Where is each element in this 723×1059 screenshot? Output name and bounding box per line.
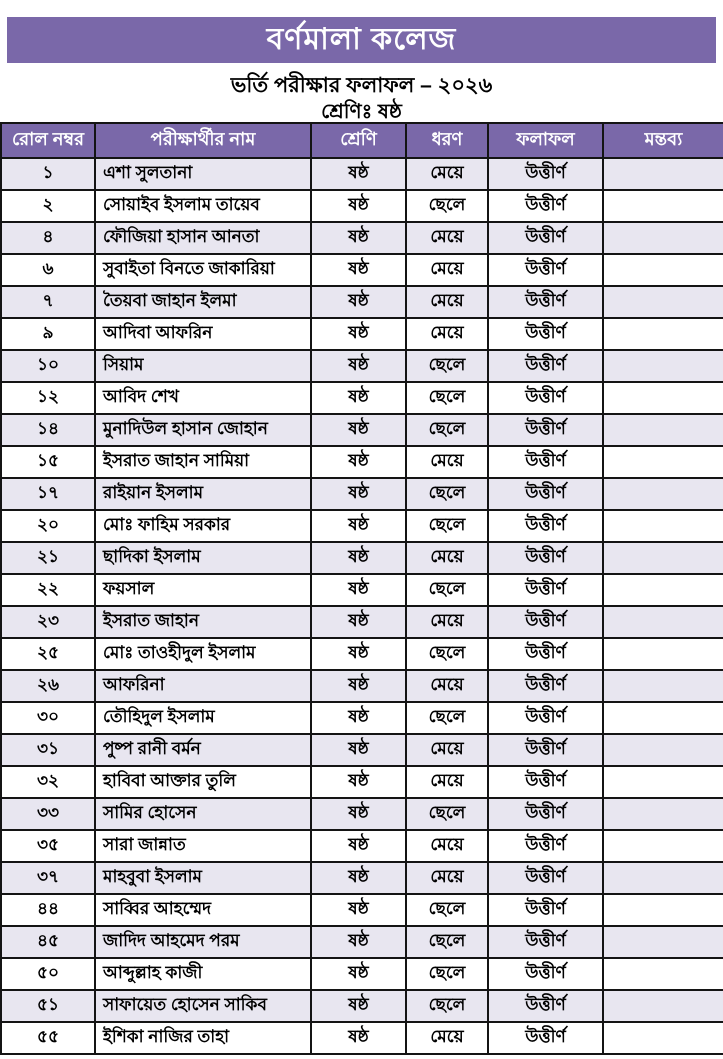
cell-remark (603, 350, 723, 382)
cell-name: ফৌজিয়া হাসান আনতা (95, 222, 311, 254)
cell-type: মেয়ে (406, 222, 488, 254)
cell-name: ইসরাত জাহান সামিয়া (95, 446, 311, 478)
cell-remark (603, 734, 723, 766)
cell-result: উত্তীর্ণ (488, 958, 603, 990)
cell-type: ছেলে (406, 478, 488, 510)
cell-class: ষষ্ঠ (311, 222, 406, 254)
column-header-class: শ্রেণি (311, 123, 406, 158)
cell-remark (603, 638, 723, 670)
table-row (1, 734, 723, 766)
cell-class: ষষ্ঠ (311, 990, 406, 1022)
table-row (1, 702, 723, 734)
cell-type: ছেলে (406, 350, 488, 382)
table-row (1, 318, 723, 350)
cell-name: হাবিবা আক্তার তুলি (95, 766, 311, 798)
cell-class: ষষ্ঠ (311, 542, 406, 574)
cell-type: মেয়ে (406, 286, 488, 318)
cell-class: ষষ্ঠ (311, 414, 406, 446)
cell-result: উত্তীর্ণ (488, 830, 603, 862)
cell-result: উত্তীর্ণ (488, 190, 603, 222)
cell-name: ইসরাত জাহান (95, 606, 311, 638)
cell-name: সারা জান্নাত (95, 830, 311, 862)
cell-type: ছেলে (406, 798, 488, 830)
table-row (1, 478, 723, 510)
cell-name: মোঃ ফাহিম সরকার (95, 510, 311, 542)
cell-name: জাদিদ আহমেদ পরম (95, 926, 311, 958)
table-row (1, 1022, 723, 1054)
column-header-result: ফলাফল (488, 123, 603, 158)
table-row (1, 414, 723, 446)
cell-type: মেয়ে (406, 862, 488, 894)
table-row (1, 350, 723, 382)
cell-type: মেয়ে (406, 670, 488, 702)
table-row (1, 190, 723, 222)
cell-name: মোঃ তাওহীদুল ইসলাম (95, 638, 311, 670)
cell-remark (603, 862, 723, 894)
cell-roll: ২১ (1, 542, 95, 574)
cell-roll: ১৫ (1, 446, 95, 478)
class-label: শ্রেণিঃ ষষ্ঠ (321, 101, 402, 123)
column-header-remark: মন্তব্য (603, 123, 723, 158)
cell-name: ছাদিকা ইসলাম (95, 542, 311, 574)
cell-result: উত্তীর্ণ (488, 318, 603, 350)
cell-name: মাহবুবা ইসলাম (95, 862, 311, 894)
table-row (1, 638, 723, 670)
cell-roll: ৩২ (1, 766, 95, 798)
cell-roll: ১০ (1, 350, 95, 382)
cell-class: ষষ্ঠ (311, 158, 406, 190)
cell-result: উত্তীর্ণ (488, 862, 603, 894)
table-row (1, 990, 723, 1022)
cell-roll: ২২ (1, 574, 95, 606)
cell-name: ইশিকা নাজির তাহা (95, 1022, 311, 1054)
table-row (1, 606, 723, 638)
cell-remark (603, 222, 723, 254)
cell-result: উত্তীর্ণ (488, 158, 603, 190)
cell-type: ছেলে (406, 926, 488, 958)
cell-type: ছেলে (406, 382, 488, 414)
cell-roll: ২৬ (1, 670, 95, 702)
cell-result: উত্তীর্ণ (488, 734, 603, 766)
cell-type: মেয়ে (406, 542, 488, 574)
cell-name: ফয়সাল (95, 574, 311, 606)
cell-roll: ৪৪ (1, 894, 95, 926)
cell-type: ছেলে (406, 414, 488, 446)
table-row (1, 254, 723, 286)
cell-remark (603, 574, 723, 606)
cell-result: উত্তীর্ণ (488, 414, 603, 446)
table-row (1, 926, 723, 958)
cell-name: আফরিনা (95, 670, 311, 702)
cell-type: ছেলে (406, 190, 488, 222)
cell-class: ষষ্ঠ (311, 894, 406, 926)
cell-class: ষষ্ঠ (311, 574, 406, 606)
cell-roll: ৩৫ (1, 830, 95, 862)
cell-roll: ৩০ (1, 702, 95, 734)
cell-type: ছেলে (406, 510, 488, 542)
cell-roll: ২৫ (1, 638, 95, 670)
cell-type: মেয়ে (406, 318, 488, 350)
cell-class: ষষ্ঠ (311, 830, 406, 862)
cell-class: ষষ্ঠ (311, 478, 406, 510)
table-row (1, 766, 723, 798)
cell-name: রাইয়ান ইসলাম (95, 478, 311, 510)
cell-class: ষষ্ঠ (311, 446, 406, 478)
cell-remark (603, 446, 723, 478)
cell-name: পুষ্প রানী বর্মন (95, 734, 311, 766)
table-row (1, 830, 723, 862)
cell-type: মেয়ে (406, 254, 488, 286)
cell-result: উত্তীর্ণ (488, 574, 603, 606)
cell-class: ষষ্ঠ (311, 382, 406, 414)
cell-type: মেয়ে (406, 158, 488, 190)
cell-result: উত্তীর্ণ (488, 766, 603, 798)
cell-type: ছেলে (406, 958, 488, 990)
cell-class: ষষ্ঠ (311, 606, 406, 638)
header-row (1, 123, 723, 158)
cell-class: ষষ্ঠ (311, 926, 406, 958)
cell-class: ষষ্ঠ (311, 670, 406, 702)
cell-remark (603, 1022, 723, 1054)
cell-roll: ৬ (1, 254, 95, 286)
cell-class: ষষ্ঠ (311, 702, 406, 734)
cell-remark (603, 382, 723, 414)
cell-result: উত্তীর্ণ (488, 702, 603, 734)
cell-type: মেয়ে (406, 606, 488, 638)
cell-class: ষষ্ঠ (311, 734, 406, 766)
cell-type: ছেলে (406, 990, 488, 1022)
cell-class: ষষ্ঠ (311, 350, 406, 382)
table-row (1, 222, 723, 254)
cell-type: মেয়ে (406, 734, 488, 766)
cell-roll: ৭ (1, 286, 95, 318)
cell-type: মেয়ে (406, 766, 488, 798)
cell-remark (603, 830, 723, 862)
cell-result: উত্তীর্ণ (488, 478, 603, 510)
table-row (1, 574, 723, 606)
cell-roll: ৯ (1, 318, 95, 350)
cell-result: উত্তীর্ণ (488, 670, 603, 702)
cell-remark (603, 158, 723, 190)
cell-class: ষষ্ঠ (311, 318, 406, 350)
cell-roll: ৪৫ (1, 926, 95, 958)
cell-result: উত্তীর্ণ (488, 542, 603, 574)
cell-class: ষষ্ঠ (311, 1022, 406, 1054)
cell-name: সামির হোসেন (95, 798, 311, 830)
cell-result: উত্তীর্ণ (488, 382, 603, 414)
cell-roll: ৫১ (1, 990, 95, 1022)
cell-type: মেয়ে (406, 446, 488, 478)
cell-remark (603, 254, 723, 286)
cell-class: ষষ্ঠ (311, 286, 406, 318)
cell-type: ছেলে (406, 894, 488, 926)
cell-roll: ৫৫ (1, 1022, 95, 1054)
cell-remark (603, 542, 723, 574)
table-row (1, 446, 723, 478)
cell-roll: ১৭ (1, 478, 95, 510)
table-row (1, 382, 723, 414)
cell-roll: ৫০ (1, 958, 95, 990)
cell-result: উত্তীর্ণ (488, 510, 603, 542)
cell-remark (603, 190, 723, 222)
cell-roll: ২৩ (1, 606, 95, 638)
cell-name: সাফায়েত হোসেন সাকিব (95, 990, 311, 1022)
cell-result: উত্তীর্ণ (488, 638, 603, 670)
cell-remark (603, 670, 723, 702)
results-table-body (1, 158, 723, 1054)
cell-name: আদিবা আফরিন (95, 318, 311, 350)
cell-remark (603, 702, 723, 734)
cell-result: উত্তীর্ণ (488, 990, 603, 1022)
cell-result: উত্তীর্ণ (488, 446, 603, 478)
cell-result: উত্তীর্ণ (488, 606, 603, 638)
cell-roll: ১২ (1, 382, 95, 414)
table-row (1, 670, 723, 702)
cell-name: তৈয়বা জাহান ইলমা (95, 286, 311, 318)
cell-result: উত্তীর্ণ (488, 926, 603, 958)
cell-class: ষষ্ঠ (311, 798, 406, 830)
cell-name: মুনাদিউল হাসান জোহান (95, 414, 311, 446)
cell-remark (603, 766, 723, 798)
cell-class: ষষ্ঠ (311, 190, 406, 222)
cell-roll: ১৪ (1, 414, 95, 446)
cell-roll: ৩১ (1, 734, 95, 766)
cell-name: সোয়াইব ইসলাম তায়েব (95, 190, 311, 222)
cell-result: উত্তীর্ণ (488, 286, 603, 318)
column-header-roll: রোল নম্বর (1, 123, 95, 158)
cell-name: সিয়াম (95, 350, 311, 382)
cell-class: ষষ্ঠ (311, 510, 406, 542)
cell-result: উত্তীর্ণ (488, 798, 603, 830)
cell-result: উত্তীর্ণ (488, 894, 603, 926)
cell-remark (603, 958, 723, 990)
cell-name: এশা সুলতানা (95, 158, 311, 190)
college-banner (7, 17, 716, 63)
results-table (0, 122, 723, 1055)
cell-remark (603, 286, 723, 318)
result-title: ভর্তি পরীক্ষার ফলাফল – ২০২৬ (230, 74, 493, 97)
cell-class: ষষ্ঠ (311, 862, 406, 894)
cell-name: সাব্বির আহম্মেদ (95, 894, 311, 926)
table-row (1, 958, 723, 990)
cell-roll: ১ (1, 158, 95, 190)
column-header-type: ধরণ (406, 123, 488, 158)
table-row (1, 158, 723, 190)
table-row (1, 542, 723, 574)
cell-type: মেয়ে (406, 830, 488, 862)
table-row (1, 798, 723, 830)
cell-remark (603, 894, 723, 926)
cell-remark (603, 510, 723, 542)
cell-remark (603, 798, 723, 830)
cell-name: তৌহিদুল ইসলাম (95, 702, 311, 734)
cell-roll: ২ (1, 190, 95, 222)
cell-class: ষষ্ঠ (311, 638, 406, 670)
cell-result: উত্তীর্ণ (488, 222, 603, 254)
column-header-name: পরীক্ষার্থীর নাম (95, 123, 311, 158)
table-row (1, 510, 723, 542)
cell-remark (603, 414, 723, 446)
cell-type: ছেলে (406, 638, 488, 670)
cell-roll: ২০ (1, 510, 95, 542)
cell-type: ছেলে (406, 574, 488, 606)
table-row (1, 862, 723, 894)
college-name: বর্ণমালা কলেজ (266, 22, 457, 56)
cell-type: মেয়ে (406, 1022, 488, 1054)
cell-class: ষষ্ঠ (311, 254, 406, 286)
cell-class: ষষ্ঠ (311, 766, 406, 798)
cell-roll: ৩৩ (1, 798, 95, 830)
cell-roll: ৩৭ (1, 862, 95, 894)
cell-name: আবিদ শেখ (95, 382, 311, 414)
cell-result: উত্তীর্ণ (488, 350, 603, 382)
cell-result: উত্তীর্ণ (488, 254, 603, 286)
cell-remark (603, 990, 723, 1022)
cell-remark (603, 478, 723, 510)
cell-name: সুবাইতা বিনতে জাকারিয়া (95, 254, 311, 286)
table-row (1, 894, 723, 926)
cell-remark (603, 606, 723, 638)
cell-type: ছেলে (406, 702, 488, 734)
cell-remark (603, 926, 723, 958)
cell-result: উত্তীর্ণ (488, 1022, 603, 1054)
cell-roll: ৪ (1, 222, 95, 254)
cell-class: ষষ্ঠ (311, 958, 406, 990)
results-table-header (1, 123, 723, 158)
cell-name: আব্দুল্লাহ কাজী (95, 958, 311, 990)
cell-remark (603, 318, 723, 350)
table-row (1, 286, 723, 318)
